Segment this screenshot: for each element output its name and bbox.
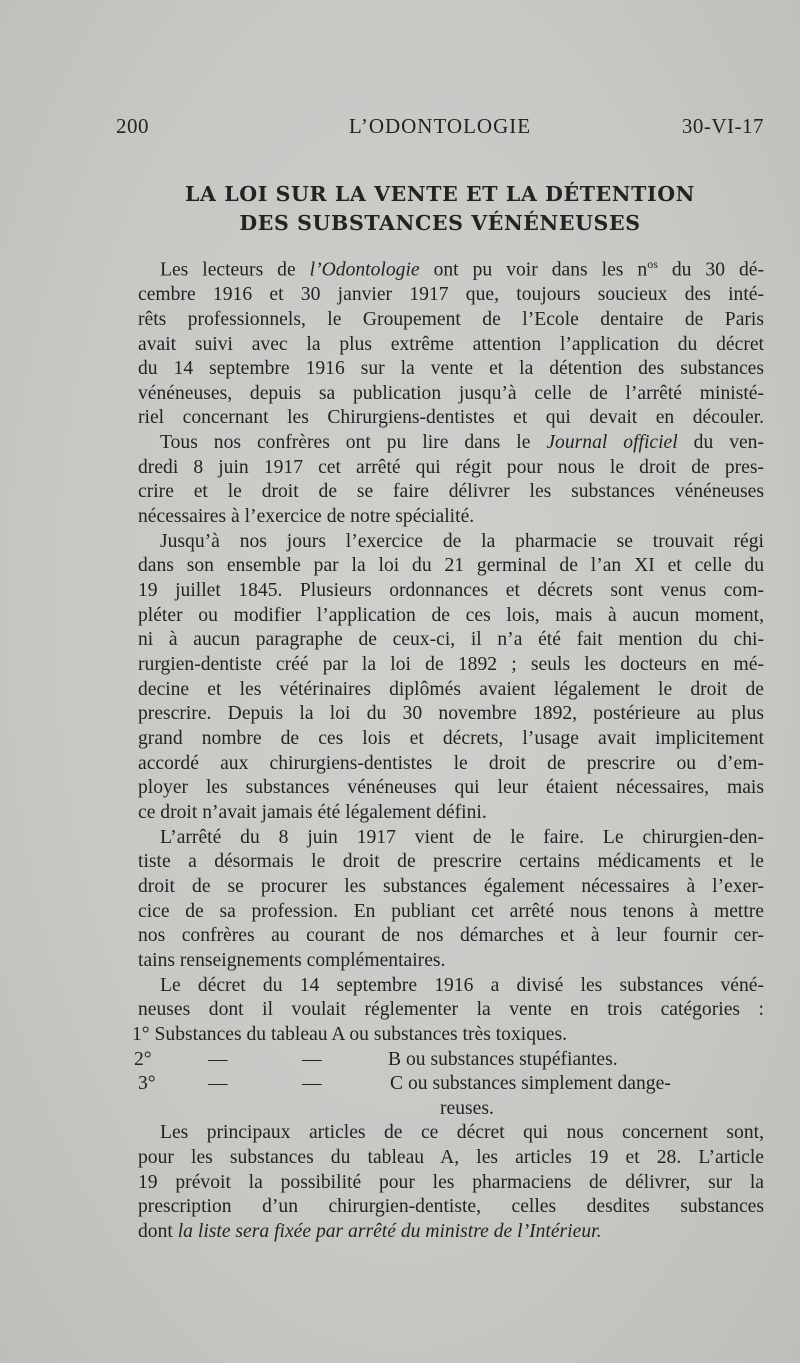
text-line: L’arrêté du 8 juin 1917 vient de le faire. Le chirurgien-den- <box>160 826 764 848</box>
list-item <box>116 1048 764 1073</box>
category-list <box>116 1023 764 1122</box>
text-line: 19 prévoit la possibilité pour les pharmaciens de délivrer, sur la <box>138 1171 764 1193</box>
title-line-2: DES SUBSTANCES VÉNÉNEUSES <box>239 211 641 235</box>
text-line: rurgien-dentiste créé par la loi de 1892 ; seuls les docteurs en mé- <box>138 654 764 676</box>
running-head <box>116 114 764 144</box>
text-line: cembre 1916 et 30 janvier 1917 que, toujours soucieux des inté- <box>138 284 764 306</box>
text-run: ont pu voir dans les n <box>419 259 648 281</box>
text-line: droit de se procurer les substances également nécessaires à l’exer- <box>138 875 764 897</box>
text-line: vénéneuses, depuis sa publication jusqu’à celle de l’arrêté ministé- <box>138 382 764 404</box>
text-line: accordé aux chirurgiens-dentistes le droit de prescrire ou d’em- <box>138 752 764 774</box>
text-line: neuses dont il voulait réglementer la vente en trois catégories : <box>138 999 764 1021</box>
article-title <box>116 180 764 238</box>
list-item-text: B ou substances stupéfiantes. <box>388 1048 618 1070</box>
paragraph-5 <box>116 974 764 1023</box>
ditto-dash: — <box>208 1073 228 1095</box>
journal-name-italic: l’Odontologie <box>309 259 420 281</box>
paragraph-3 <box>116 530 764 826</box>
text-line: crire et le droit de se faire délivrer les substances vénéneuses <box>138 481 764 503</box>
text-line: decine et les vétérinaires diplômés avaient légalement le droit de <box>138 678 764 700</box>
list-item <box>116 1023 764 1048</box>
ditto-dash: — <box>302 1048 322 1070</box>
text-run: dont <box>138 1221 178 1243</box>
text-line: Le décret du 14 septembre 1916 a divisé les substances véné- <box>160 974 764 996</box>
text-line: nos confrères au courant de nos démarches et à leur fournir cer- <box>138 925 764 947</box>
paragraph-2 <box>116 431 764 530</box>
text-line: nécessaires à l’exercice de notre spécialité. <box>138 506 475 528</box>
issue-date: 30-VI-17 <box>681 114 764 138</box>
text-line: du 14 septembre 1916 sur la vente et la détention des substances <box>138 358 764 380</box>
text-line: ni à aucun paragraphe de ceux-ci, il n’a été fait mention du chi- <box>138 629 764 651</box>
journal-officiel-italic: Journal officiel <box>546 432 678 454</box>
list-item <box>116 1072 764 1097</box>
text-run: du ven- <box>677 432 765 454</box>
list-item-text: C ou substances simplement dange- <box>390 1073 671 1095</box>
list-item-number: 2° <box>134 1048 152 1070</box>
article-body <box>116 252 764 1245</box>
page-number: 200 <box>116 114 149 138</box>
text-line: cice de sa profession. En publiant cet arrêté nous tenons à mettre <box>138 900 764 922</box>
text-line: prescription d’un chirurgien-dentiste, celles desdites substances <box>138 1196 764 1218</box>
title-line-1: LA LOI SUR LA VENTE ET LA DÉTENTION <box>185 182 695 206</box>
text-line: pour les substances du tableau A, les articles 19 et 28. L’article <box>138 1147 764 1169</box>
list-item-continuation <box>116 1097 764 1122</box>
superscript: os <box>647 257 658 271</box>
list-item-text: 1° Substances du tableau A ou substances très toxiques. <box>132 1023 568 1045</box>
text-line: tiste a désormais le droit de prescrire certains médicaments et le <box>138 851 764 873</box>
text-line: dredi 8 juin 1917 cet arrêté qui régit pour nous le droit de pres- <box>138 456 764 478</box>
text-line: 19 juillet 1845. Plusieurs ordonnances et décrets sont venus com- <box>138 580 764 602</box>
text-line: Les principaux articles de ce décret qui nous concernent sont, <box>160 1122 764 1144</box>
text-line: rêts professionnels, le Groupement de l’Ecole dentaire de Paris <box>138 308 764 330</box>
text-line: tains renseignements complémentaires. <box>138 949 446 971</box>
paragraph-1 <box>116 252 764 431</box>
text-line <box>116 1220 764 1245</box>
text-line: ce droit n’avait jamais été légalement défini. <box>138 801 487 823</box>
list-item-number: 3° <box>138 1073 156 1095</box>
text-line: Jusqu’à nos jours l’exercice de la pharmacie se trouvait régi <box>160 530 764 552</box>
text-line <box>116 252 764 283</box>
text-line: ployer les substances vénéneuses qui leur étaient nécessaires, mais <box>138 777 764 799</box>
text-run: Tous nos confrères ont pu lire dans le <box>160 432 547 454</box>
text-line: dans son ensemble par la loi du 21 germinal de l’an XI et celle du <box>138 555 764 577</box>
text-line <box>116 431 764 456</box>
ditto-dash: — <box>302 1073 322 1095</box>
text-line: prescrire. Depuis la loi du 30 novembre 1892, postérieure au plus <box>138 703 764 725</box>
journal-title: L’ODONTOLOGIE <box>348 114 532 138</box>
text-line: grand nombre de ces lois et décrets, l’usage avait implicitement <box>138 728 764 749</box>
text-run: Les lecteurs de <box>160 259 310 281</box>
text-line: riel concernant les Chirurgiens-dentistes et qui devait en découler. <box>138 407 764 429</box>
list-item-text: reuses. <box>440 1097 494 1119</box>
paragraph-6 <box>116 1121 764 1244</box>
text-line: pléter ou modifier l’application de ces lois, mais à aucun moment, <box>138 604 764 626</box>
paragraph-4 <box>116 826 764 974</box>
ditto-dash: — <box>208 1048 228 1070</box>
italic-quote: la liste sera fixée par arrêté du ministre de l’Intérieur. <box>177 1221 602 1243</box>
text-line: avait suivi avec la plus extrême attention l’application du décret <box>138 333 764 355</box>
text-run: du 30 dé- <box>657 259 765 281</box>
